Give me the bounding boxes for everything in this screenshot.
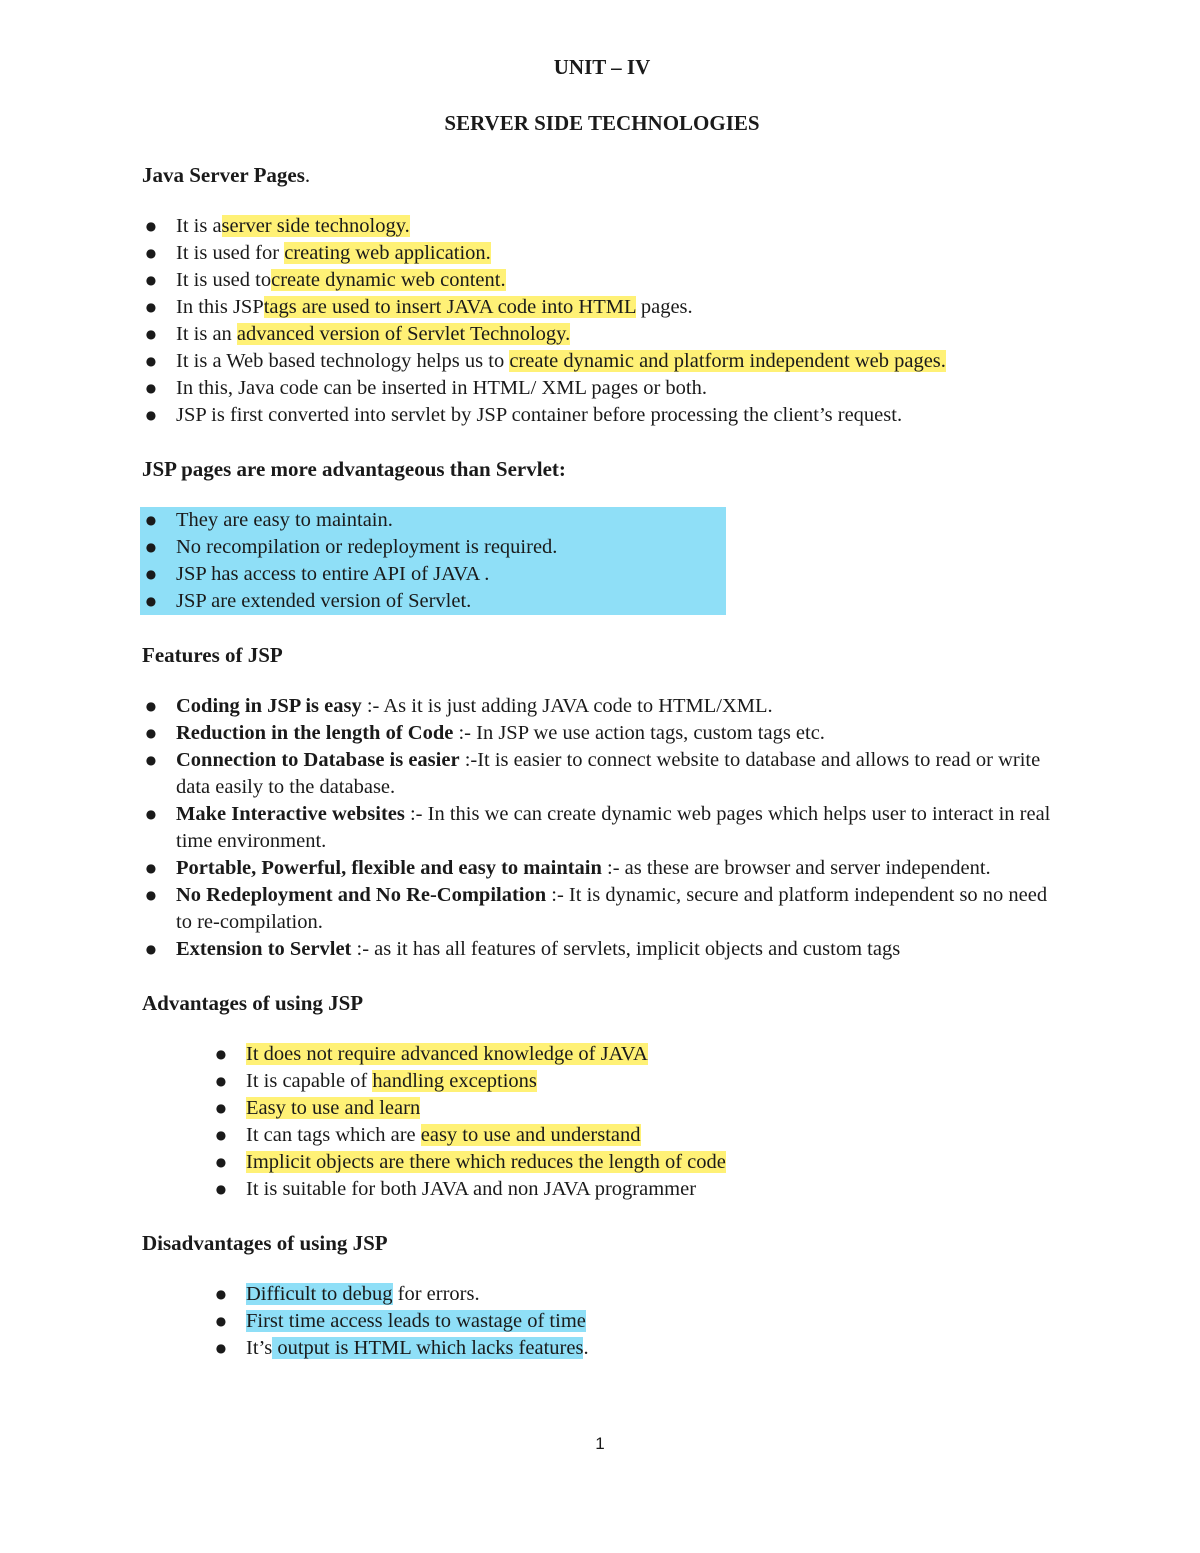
bullet-icon: ● [145, 273, 157, 287]
unit-title: UNIT – IV [553, 55, 651, 79]
highlighted-text: Difficult to debug [246, 1283, 393, 1305]
bullet-icon: ● [145, 300, 157, 314]
page-content [142, 52, 1062, 1362]
jsp-heading [142, 162, 1062, 189]
bullet-icon: ● [145, 861, 157, 875]
list-item [142, 267, 1062, 294]
feature-term: Extension to Servlet [176, 938, 352, 960]
page-number: 1 [595, 1434, 605, 1453]
list-item [142, 1335, 1062, 1362]
feature-desc: :- as it has all features of servlets, implicit objects and custom tags [351, 938, 901, 960]
list-item [142, 1095, 1062, 1122]
feature-desc: :- In JSP we use action tags, custom tags etc. [453, 722, 825, 744]
unit-subtitle: SERVER SIDE TECHNOLOGIES [444, 111, 760, 135]
feature-desc: :- It is dynamic, secure and platform independent so no need to re-compilation. [176, 884, 1048, 933]
features-list [142, 693, 1062, 963]
bullet-icon: ● [145, 726, 157, 740]
jsp-heading-text: Java Server Pages [142, 163, 305, 187]
bullet-icon: ● [145, 594, 157, 608]
highlighted-text: First time access leads to wastage of time [246, 1310, 586, 1332]
item-text: It is an [176, 323, 237, 345]
item-text: It is capable of [246, 1070, 373, 1092]
bullet-icon: ● [215, 1074, 227, 1088]
item-text: It is used for [176, 242, 285, 264]
highlighted-text: create dynamic web content. [271, 269, 506, 291]
highlighted-text: advanced version of Servlet Technology. [236, 323, 571, 345]
highlighted-text: Easy to use and learn [246, 1097, 421, 1119]
highlighted-text: easy to use and understand [420, 1124, 641, 1146]
item-text: It can tags which are [246, 1124, 421, 1146]
jsp-heading-suffix: . [304, 163, 311, 187]
bullet-icon: ● [215, 1182, 227, 1196]
highlighted-text: tags are used to insert JAVA code into HTML [263, 296, 636, 318]
advantageous-list [142, 507, 726, 615]
disadvantages-list [142, 1281, 1062, 1362]
feature-desc: :- as these are browser and server independent. [601, 857, 991, 879]
bullet-icon: ● [215, 1128, 227, 1142]
list-item [142, 588, 726, 615]
bullet-icon: ● [215, 1155, 227, 1169]
list-item [142, 693, 1062, 720]
bullet-icon: ● [215, 1287, 227, 1301]
item-text: In this, Java code can be inserted in HTML/ XML pages or both. [176, 377, 707, 399]
item-text: JSP are extended version of Servlet. [176, 590, 472, 612]
bullet-icon: ● [215, 1341, 227, 1355]
bullet-icon: ● [215, 1314, 227, 1328]
list-item [142, 375, 1062, 402]
bullet-icon: ● [145, 381, 157, 395]
feature-term: Coding in JSP is easy [176, 695, 362, 717]
item-text: pages. [635, 296, 693, 318]
list-item [142, 402, 1062, 429]
item-text: It is suitable for both JAVA and non JAVA programmer [246, 1178, 697, 1200]
highlighted-text: output is HTML which lacks features [272, 1337, 584, 1359]
advantages-heading: Advantages of using JSP [142, 991, 364, 1015]
item-text: . [583, 1337, 589, 1359]
item-text: They are easy to maintain. [176, 509, 393, 531]
bullet-icon: ● [145, 807, 157, 821]
item-text: It’s [246, 1337, 273, 1359]
feature-term: Connection to Database is easier [176, 749, 460, 771]
bullet-icon: ● [145, 408, 157, 422]
list-item [142, 1041, 1062, 1068]
item-text: It is used to [176, 269, 272, 291]
item-text: It is a [176, 215, 222, 237]
feature-term: No Redeployment and No Re-Compilation [176, 884, 547, 906]
disadvantages-heading: Disadvantages of using JSP [142, 1231, 388, 1255]
list-item [142, 936, 1062, 963]
item-text: JSP has access to entire API of JAVA . [176, 563, 490, 585]
advantageous-heading: JSP pages are more advantageous than Servlet: [142, 457, 566, 481]
list-item [142, 348, 1062, 375]
list-item [142, 855, 1062, 882]
highlighted-text: creating web application. [284, 242, 491, 264]
item-text: It is a Web based technology helps us to [176, 350, 510, 372]
highlighted-text: create dynamic and platform independent web pages. [509, 350, 946, 372]
list-item [142, 882, 1062, 936]
feature-desc: :-It is easier to connect website to database and allows to read or write data easily to the database. [176, 749, 1041, 798]
item-text: No recompilation or redeployment is required. [176, 536, 558, 558]
list-item [142, 747, 1062, 801]
bullet-icon: ● [215, 1047, 227, 1061]
feature-desc: :- In this we can create dynamic web pages which helps user to interact in real time environment. [176, 803, 1051, 852]
bullet-icon: ● [145, 354, 157, 368]
cyan-highlight-block [140, 507, 726, 615]
item-text: for errors. [392, 1283, 480, 1305]
bullet-icon: ● [215, 1101, 227, 1115]
bullet-icon: ● [145, 888, 157, 902]
feature-term: Portable, Powerful, flexible and easy to maintain [176, 857, 602, 879]
list-item [142, 1281, 1062, 1308]
list-item [142, 534, 726, 561]
list-item [142, 1068, 1062, 1095]
highlighted-text: Implicit objects are there which reduces the length of code [246, 1151, 726, 1173]
features-heading: Features of JSP [142, 643, 283, 667]
highlighted-text: handling exceptions [372, 1070, 537, 1092]
feature-desc: :- As it is just adding JAVA code to HTML/XML. [361, 695, 773, 717]
list-item [142, 561, 726, 588]
feature-term: Reduction in the length of Code [176, 722, 454, 744]
list-item [142, 1149, 1062, 1176]
bullet-icon: ● [145, 513, 157, 527]
list-item [142, 507, 726, 534]
bullet-icon: ● [145, 699, 157, 713]
item-text: In this JSP [176, 296, 264, 318]
list-item [142, 801, 1062, 855]
bullet-icon: ● [145, 753, 157, 767]
list-item [142, 213, 1062, 240]
list-item [142, 720, 1062, 747]
item-text: JSP is first converted into servlet by JSP container before processing the client’s request. [176, 404, 903, 426]
list-item [142, 1176, 1062, 1203]
bullet-icon: ● [145, 540, 157, 554]
bullet-icon: ● [145, 327, 157, 341]
list-item [142, 1308, 1062, 1335]
list-item [142, 294, 1062, 321]
list-item [142, 1122, 1062, 1149]
advantages-list [142, 1041, 1062, 1203]
bullet-icon: ● [145, 219, 157, 233]
bullet-icon: ● [145, 942, 157, 956]
bullet-icon: ● [145, 567, 157, 581]
jsp-list [142, 213, 1062, 429]
list-item [142, 321, 1062, 348]
feature-term: Make Interactive websites [176, 803, 405, 825]
bullet-icon: ● [145, 246, 157, 260]
highlighted-text: server side technology. [221, 215, 410, 237]
list-item [142, 240, 1062, 267]
highlighted-text: It does not require advanced knowledge of JAVA [246, 1043, 648, 1065]
